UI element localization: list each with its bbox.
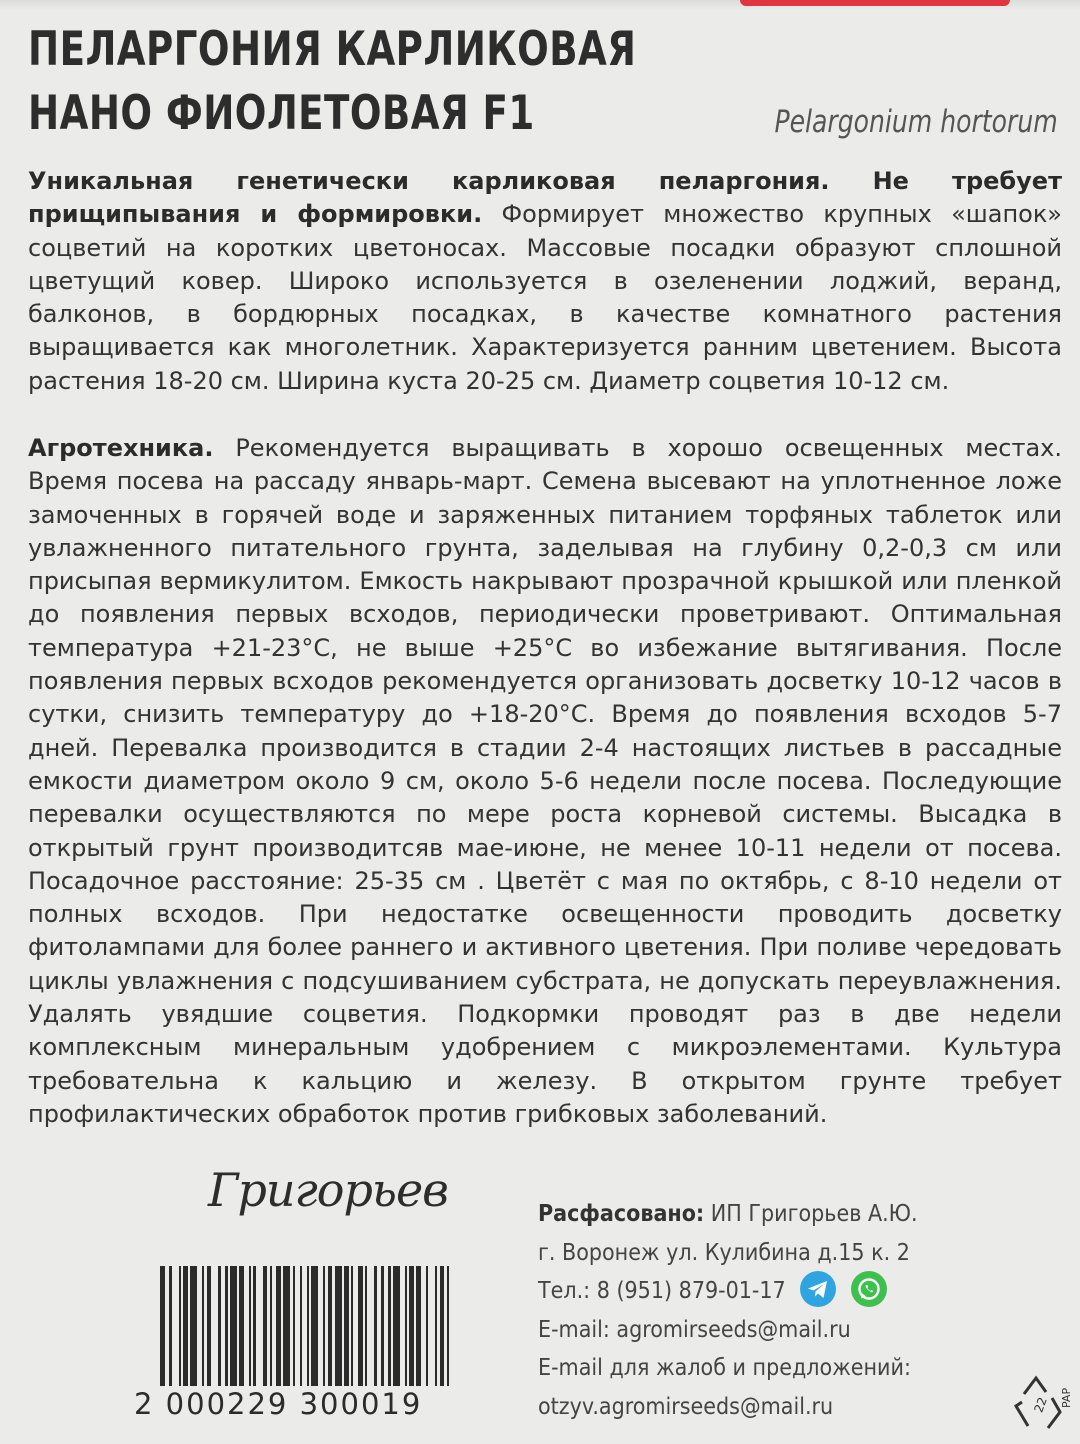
latin-name: Pelargonium hortorum (774, 104, 1058, 140)
phone-row (538, 1272, 978, 1311)
packer-name: ИП Григорьев А.Ю. (704, 1201, 918, 1227)
telegram-icon[interactable] (800, 1271, 836, 1307)
barcode-gap (172, 1266, 179, 1386)
red-label-edge (740, 0, 1010, 6)
agrotechnics-body: Рекомендуется выращивать в хорошо освещенных местах. Время посева на рассаду январь-март. Семена высевают на уплотненное ложе замоченных в горячей воде и заряженных питанием торфяных таблеток или увлажненного питательного грунта, заделывая на глубину 0,2-0,3 см или присыпая вермикулитом. Емкость накрывают прозрачной крышкой или пленкой до появления первых всходов, периодически проветривают. Оптимальная температура +21-23°С, не выше +25°С во избежание вытягивания. После появления первых всходов рекомендуется организовать досветку 10-12 часов в сутки, снизить температуру до +18-20°С. Время до появления всходов 5-7 дней. Перевалка производится в стадии 2-4 настоящих листьев в рассадные емкости диаметром около 9 см, около 5-6 недели после посева. Последующие перевалки осуществляются по мере роста корневой системы. Высадка в открытый грунт производитсяв мае-июне, не менее 10-11 недели от посева. Посадочное расстояние: 25-35 см . Цветёт с мая по октябрь, с 8-10 недели от полных всходов. При недостатке освещенности проводить досветку фитолампами для более раннего и активного цветения. При поливе чередовать циклы увлажнения с подсушиванием субстрата, не допускать переувлажнения. Удалять увядшие соцветия. Подкормки проводят раз в две недели комплексным минеральным удобрением с микроэлементами. Культура требовательна к кальцию и железу. В открытом грунте требует профилактических обработок против грибковых заболеваний. (28, 434, 1062, 1128)
description-body: Формирует множество крупных «шапок» соцветий на коротких цветоносах. Массовые посадки образуют сплошной цветущий ковер. Широко используется в озеленении лоджий, веранд, балконов, в бордюрных посадках, в качестве комнатного растения выращивается как многолетник. Характеризуется ранним цветением. Высота растения 18-20 см. Ширина куста 20-25 см. Диаметр соцветия 10-12 см. (28, 200, 1062, 395)
barcode-gap (428, 1266, 435, 1386)
agrotechnics-paragraph (28, 432, 1062, 1131)
packed-label: Расфасовано: (538, 1201, 705, 1227)
barcode-bar (393, 1266, 400, 1386)
barcode-bar (335, 1266, 342, 1386)
description-lead: Уникальная генетически карликовая пеларгония. Не требует прищипывания и формировки. (28, 167, 1062, 229)
address: г. Воронеж ул. Кулибина д.15 к. 2 (538, 1239, 910, 1266)
whatsapp-icon[interactable] (851, 1271, 887, 1307)
title-line-2: НАНО ФИОЛЕТОВАЯ F1 (28, 86, 535, 141)
complaints-email: otzyv.agromirseeds@mail.ru (538, 1393, 834, 1420)
recycle-material: PAP (1060, 1387, 1073, 1408)
recycle-icon (1008, 1368, 1080, 1440)
barcode-gap (449, 1266, 454, 1386)
barcode-bar (190, 1266, 197, 1386)
title-line-1: ПЕЛАРГОНИЯ КАРЛИКОВАЯ (28, 22, 637, 77)
barcode-gap (256, 1266, 263, 1386)
barcode (160, 1266, 454, 1386)
brand-logo: Григорьев (208, 1163, 448, 1217)
packed-by (538, 1195, 978, 1234)
agrotechnics-label: Агротехника. (28, 434, 214, 462)
phone: Тел.: 8 (951) 879-01-17 (538, 1278, 786, 1304)
description-paragraph (28, 165, 1062, 398)
barcode-gap (367, 1266, 374, 1386)
barcode-bar (283, 1266, 290, 1386)
barcode-bar (230, 1266, 237, 1386)
contacts-block (538, 1195, 978, 1426)
barcode-number: 2 000229 300019 (134, 1387, 423, 1421)
recycle-code: 22 (1031, 1395, 1050, 1415)
complaints-label: E-mail для жалоб и предложений: (538, 1355, 911, 1381)
barcode-gap (211, 1266, 218, 1386)
barcode-bar (311, 1266, 318, 1386)
email: E-mail: agromirseeds@mail.ru (538, 1316, 851, 1343)
